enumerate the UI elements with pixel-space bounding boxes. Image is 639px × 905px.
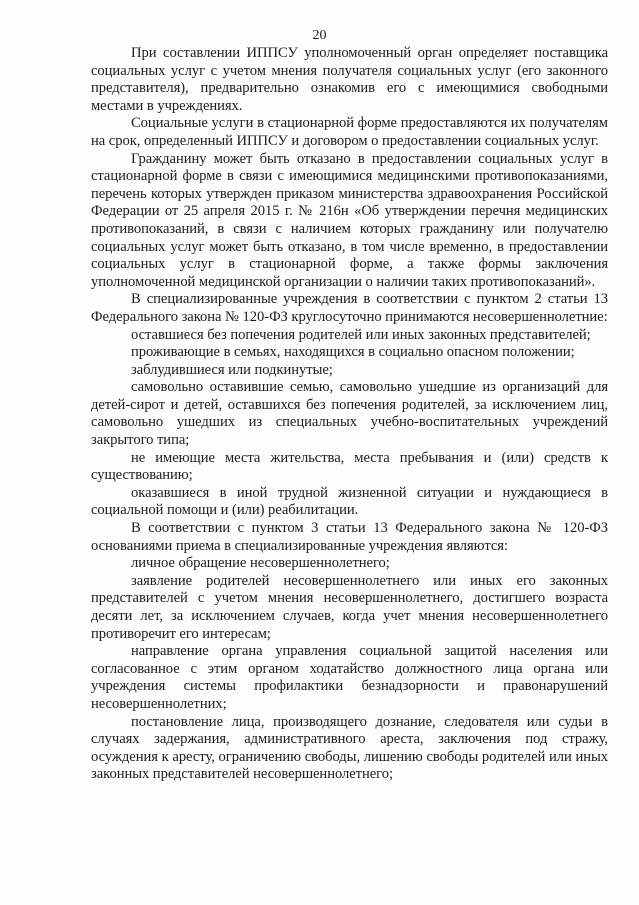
paragraph-admission-grounds: В соответствии с пунктом 3 статьи 13 Федерального закона № 120-ФЗ основаниями приема в специализированные учреждения являются: [91,520,608,554]
paragraph-supplier-selection: При составлении ИППСУ уполномоченный орган определяет поставщика социальных услуг с учетом мнения получателя социальных услуг (его законного представителя), предварительно ознакомив его с имеющимися свободными местами в учреждениях. [91,45,608,114]
list-item: оставшиеся без попечения родителей или иных законных представителей; [131,326,591,343]
list-item: заблудившиеся или подкинутые; [131,361,333,378]
paragraph-refusal-grounds: Гражданину может быть отказано в предоставлении социальных услуг в стационарной форме в связи с имеющимися медицинскими противопоказаниями, перечень которых утвержден приказом министерства здравоохранения Российской Федерации от 25 апреля 2015 г. № 216н «Об утверждении перечня медицинских противопоказаний, в связи с наличием которых гражданину или получателю социальных услуг может быть отказано, в том числе временно, в предоставлении социальных услуг в стационарной форме, а также формы заключения уполномоченной медицинской организации о наличии таких противопоказаний». [91,150,608,290]
list-item: заявление родителей несовершеннолетнего или иных его законных представителей с учетом мнения несовершеннолетнего, достигшего возраста десяти лет, за исключением случаев, когда учет мнения несовершеннолетнего противоречит его интересам; [91,572,608,642]
list-item: не имеющие места жительства, места пребывания и (или) средств к существованию; [91,449,608,484]
list-item: постановление лица, производящего дознание, следователя или судьи в случаях задержания, административного ареста, заключения под стражу, осуждения к аресту, ограничению свободы, лишению свободы родителей или иных законных представителей несовершеннолетнего; [91,713,608,783]
paragraph-service-term: Социальные услуги в стационарной форме предоставляются их получателям на срок, определенный ИППСУ и договором о предоставлении социальных услуг. [91,115,608,149]
list-item: проживающие в семьях, находящихся в социально опасном положении; [131,344,575,361]
list-item: направление органа управления социальной защитой населения или согласованное с этим органом ходатайство должностного лица органа или учреждения системы профилактики безнадзорности и правонарушений несовершеннолетних; [91,643,608,712]
document-body [91,45,608,784]
list-item: личное обращение несовершеннолетнего; [131,555,390,572]
paragraph-admission-intro: В специализированные учреждения в соответствии с пунктом 2 статьи 13 Федерального закона № 120-ФЗ круглосуточно принимаются несовершеннолетние: [91,291,608,325]
list-item: самовольно оставившие семью, самовольно ушедшие из организаций для детей-сирот и детей, оставшихся без попечения родителей, за исключением лиц, самовольно ушедших из специальных учебно-воспитательных учреждений закрытого типа; [91,379,608,449]
list-item: оказавшиеся в иной трудной жизненной ситуации и нуждающиеся в социальной помощи и (или) реабилитации. [91,484,608,519]
page-number: 20 [312,28,327,43]
